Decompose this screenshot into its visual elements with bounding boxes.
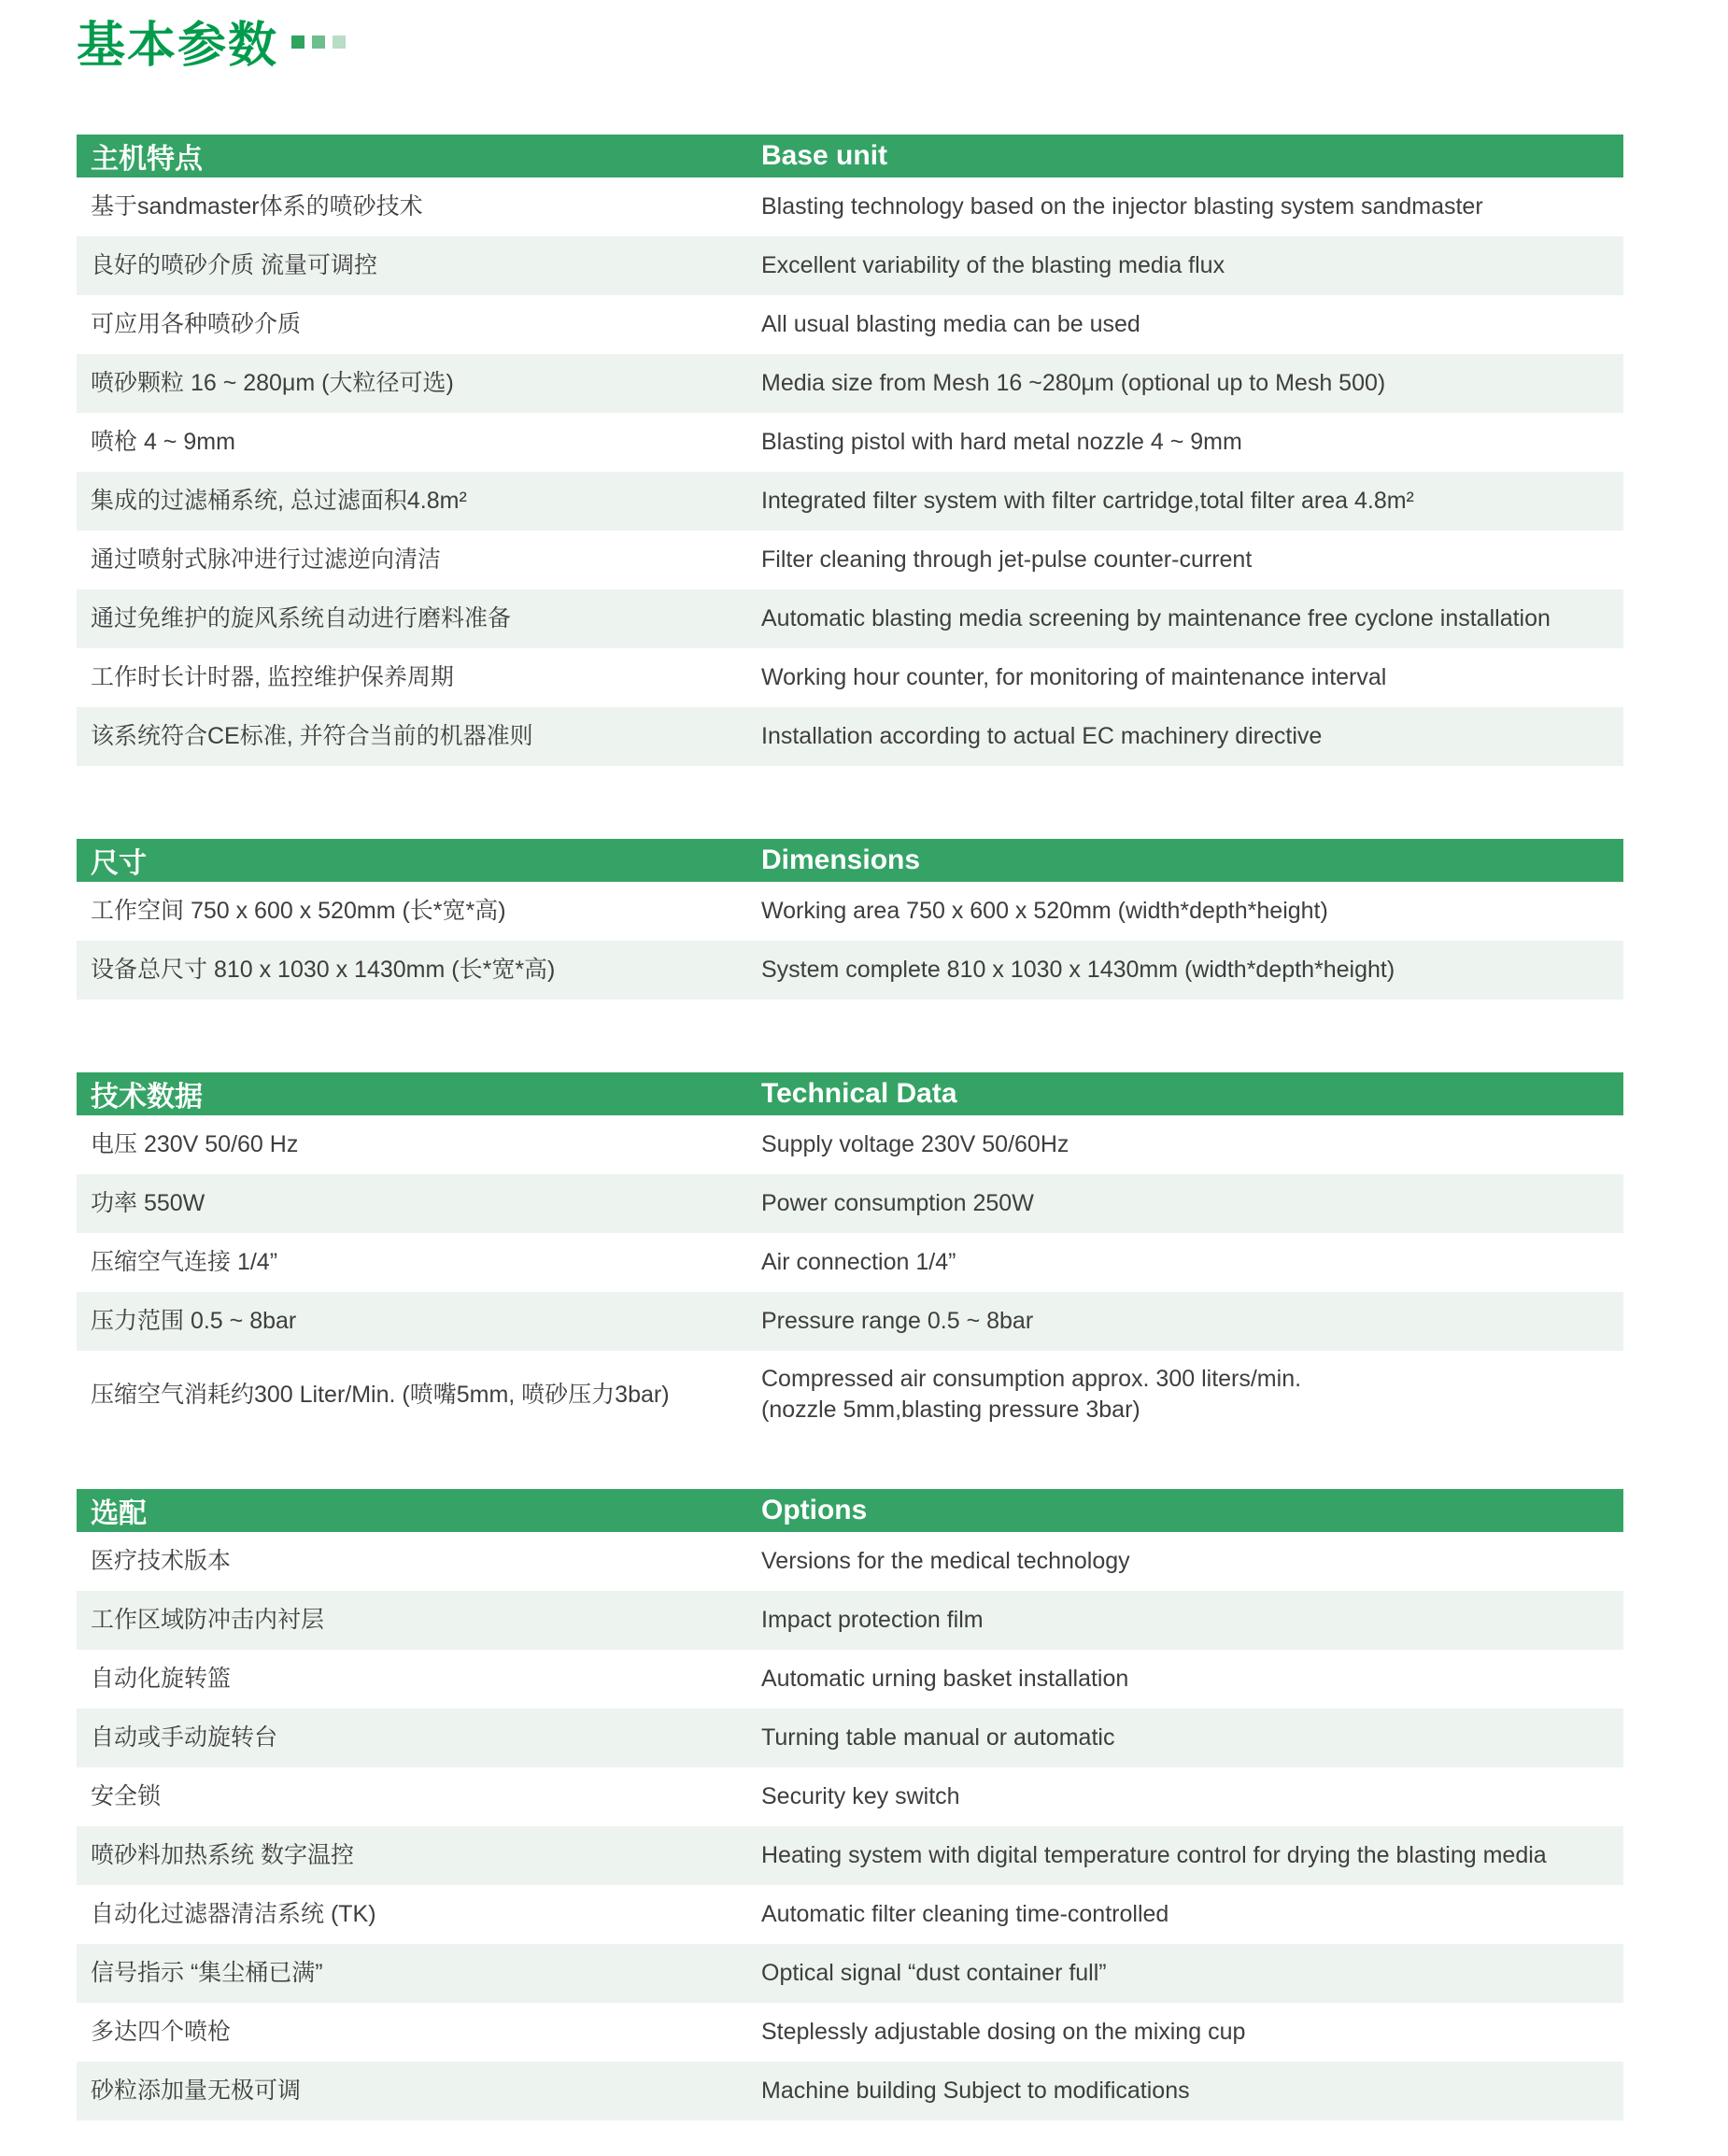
spec-cell-en: Pressure range 0.5 ~ 8bar [761,1308,1034,1334]
section-rows [77,1532,1623,2121]
spec-cell-zh: 可应用各种喷砂介质 [91,311,302,337]
section-rows [77,177,1623,766]
section-title-en: Technical Data [761,1078,957,1109]
spec-cell-en: Air connection 1/4” [761,1249,956,1275]
spec-section [77,1072,1623,1439]
table-row [77,1351,1623,1439]
spec-cell-zh: 医疗技术版本 [91,1548,232,1574]
table-row [77,413,1623,472]
spec-cell-zh: 工作区域防冲击内衬层 [91,1607,325,1633]
spec-cell-en: Power consumption 250W [761,1190,1034,1216]
table-row [77,1174,1623,1233]
spec-cell-en: Installation according to actual EC machinery directive [761,723,1323,749]
table-row [77,1885,1623,1944]
table-row [77,236,1623,295]
section-title-zh: 主机特点 [91,144,203,175]
spec-tables [77,135,1623,2121]
table-row [77,1115,1623,1174]
table-row [77,531,1623,589]
table-row [77,707,1623,766]
spec-cell-zh: 压缩空气消耗约300 Liter/Min. (喷嘴5mm, 喷砂压力3bar) [91,1381,670,1408]
table-row [77,177,1623,236]
section-title-zh: 技术数据 [91,1082,203,1113]
spec-cell-zh: 安全锁 [91,1783,162,1809]
spec-cell-zh: 该系统符合CE标准, 并符合当前的机器准则 [91,723,533,749]
section-title-zh: 尺寸 [91,848,147,879]
table-row [77,1292,1623,1351]
spec-cell-en: Blasting pistol with hard metal nozzle 4 ~ 9mm [761,429,1242,455]
section-rows [77,882,1623,1000]
spec-cell-zh: 设备总尺寸 810 x 1030 x 1430mm (长*宽*高) [91,957,556,983]
table-row [77,1826,1623,1885]
spec-cell-en: Steplessly adjustable dosing on the mixing cup [761,2019,1246,2045]
spec-cell-en: Optical signal “dust container full” [761,1960,1107,1986]
spec-cell-zh: 喷砂料加热系统 数字温控 [91,1842,354,1868]
section-header [77,135,1623,177]
spec-cell-zh: 压力范围 0.5 ~ 8bar [91,1308,297,1334]
section-title-en: Options [761,1495,868,1525]
spec-cell-en: All usual blasting media can be used [761,311,1140,337]
title-accent-square [333,35,346,49]
spec-cell-zh: 多达四个喷枪 [91,2019,232,2045]
spec-cell-zh: 喷枪 4 ~ 9mm [91,429,235,455]
table-row [77,941,1623,1000]
spec-cell-en: Blasting technology based on the injector blasting system sandmaster [761,193,1483,220]
spec-section [77,1489,1623,2121]
title-accent-square [312,35,325,49]
spec-cell-en: Versions for the medical technology [761,1548,1130,1574]
spec-cell-zh: 自动或手动旋转台 [91,1724,278,1751]
spec-cell-en: Machine building Subject to modifications [761,2078,1190,2104]
spec-cell-zh: 工作空间 750 x 600 x 520mm (长*宽*高) [91,898,506,924]
spec-cell-zh: 砂粒添加量无极可调 [91,2078,302,2104]
spec-section [77,839,1623,1000]
table-row [77,472,1623,531]
section-title-en: Dimensions [761,844,921,875]
spec-cell-en: Turning table manual or automatic [761,1724,1115,1751]
spec-cell-en: Impact protection film [761,1607,984,1633]
spec-cell-en: Working hour counter, for monitoring of maintenance interval [761,664,1387,690]
spec-cell-en: Integrated filter system with filter cartridge,total filter area 4.8m² [761,488,1414,514]
spec-cell-zh: 电压 230V 50/60 Hz [91,1131,299,1157]
table-row [77,1709,1623,1767]
table-row [77,648,1623,707]
spec-cell-en: Security key switch [761,1783,960,1809]
spec-cell-zh: 通过免维护的旋风系统自动进行磨料准备 [91,605,512,631]
title-accent-square [291,35,305,49]
table-row [77,1650,1623,1709]
spec-cell-zh: 喷砂颗粒 16 ~ 280μm (大粒径可选) [91,370,454,396]
spec-cell-en: System complete 810 x 1030 x 1430mm (width*depth*height) [761,957,1395,983]
table-row [77,1591,1623,1650]
spec-cell-en: Excellent variability of the blasting media flux [761,252,1225,278]
spec-cell-zh: 自动化过滤器清洁系统 (TK) [91,1901,376,1927]
table-row [77,295,1623,354]
spec-cell-en: Heating system with digital temperature control for drying the blasting media [761,1842,1547,1868]
table-row [77,1944,1623,2003]
spec-cell-zh: 通过喷射式脉冲进行过滤逆向清洁 [91,546,442,573]
table-row [77,1233,1623,1292]
spec-cell-zh: 压缩空气连接 1/4” [91,1249,278,1275]
spec-cell-zh: 良好的喷砂介质 流量可调控 [91,252,377,278]
spec-cell-zh: 功率 550W [91,1190,205,1216]
spec-cell-en: Media size from Mesh 16 ~280μm (optional up to Mesh 500) [761,370,1386,396]
table-row [77,2062,1623,2121]
page-title: 基本参数 [77,19,279,73]
section-header [77,1489,1623,1532]
section-rows [77,1115,1623,1439]
section-header [77,1072,1623,1115]
page-header [77,19,1623,73]
spec-cell-en: Automatic filter cleaning time-controlled [761,1901,1169,1927]
table-row [77,1532,1623,1591]
section-title-zh: 选配 [91,1498,147,1529]
spec-cell-en: Filter cleaning through jet-pulse counter-current [761,546,1253,573]
spec-cell-en: Compressed air consumption approx. 300 liters/min. (nozzle 5mm,blasting pressure 3bar) [761,1366,1302,1423]
table-row [77,1767,1623,1826]
table-row [77,354,1623,413]
spec-cell-zh: 工作时长计时器, 监控维护保养周期 [91,664,454,690]
spec-cell-en: Supply voltage 230V 50/60Hz [761,1131,1069,1157]
spec-cell-zh: 自动化旋转篮 [91,1666,232,1692]
table-row [77,882,1623,941]
spec-cell-en: Automatic urning basket installation [761,1666,1129,1692]
section-header [77,839,1623,882]
spec-cell-en: Working area 750 x 600 x 520mm (width*depth*height) [761,898,1328,924]
spec-cell-en: Automatic blasting media screening by maintenance free cyclone installation [761,605,1551,631]
spec-cell-zh: 基于sandmaster体系的喷砂技术 [91,193,423,220]
table-row [77,2003,1623,2062]
section-title-en: Base unit [761,140,888,171]
spec-section [77,135,1623,766]
spec-cell-zh: 集成的过滤桶系统, 总过滤面积4.8m² [91,488,467,514]
table-row [77,589,1623,648]
spec-cell-zh: 信号指示 “集尘桶已满” [91,1960,323,1986]
